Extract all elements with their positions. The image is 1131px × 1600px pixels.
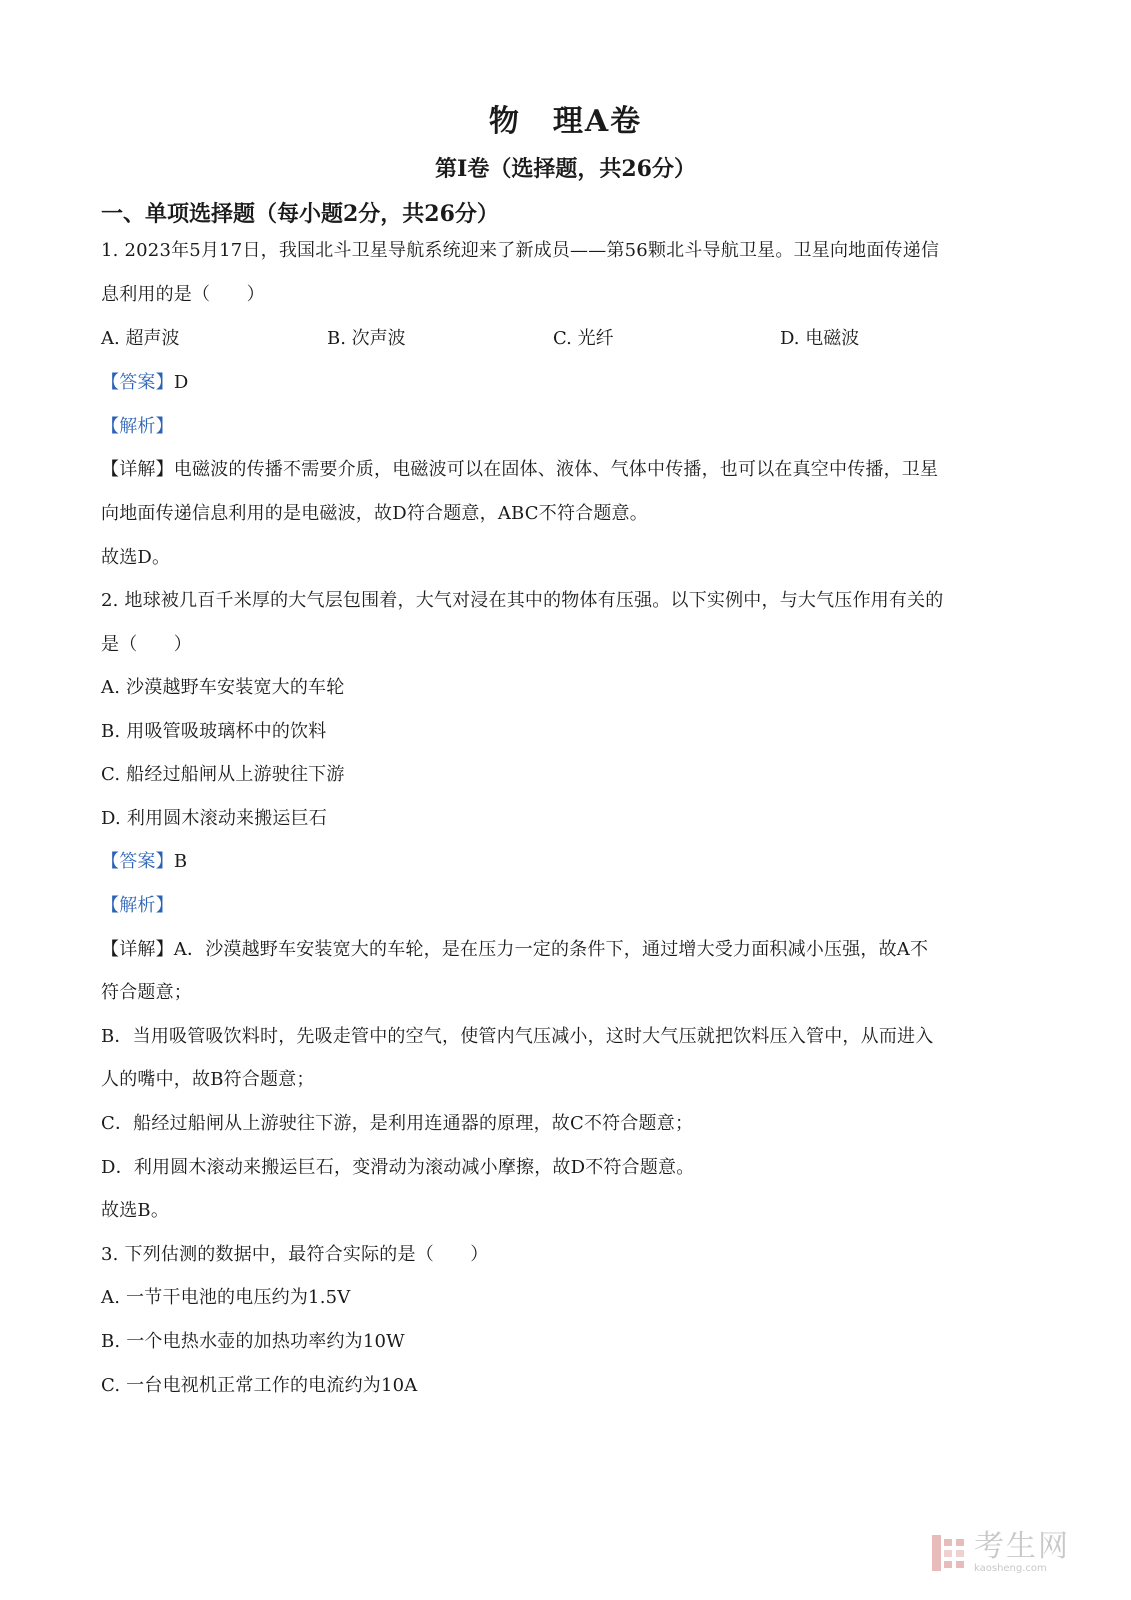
q1-option-d: D. 电磁波 bbox=[780, 328, 860, 349]
section-heading: 一、单项选择题（每小题2分，共26分） bbox=[101, 201, 499, 227]
q1-analysis-tag: 【解析】 bbox=[101, 416, 174, 437]
q2-stem-line2: 是（ ） bbox=[101, 634, 192, 655]
q2-conclusion: 故选B。 bbox=[101, 1200, 170, 1221]
kaosheng-logo-icon bbox=[928, 1533, 968, 1573]
watermark-text: 考生网 bbox=[974, 1529, 1070, 1564]
q2-analysis-tag: 【解析】 bbox=[101, 895, 174, 916]
q2-option-d: D. 利用圆木滚动来搬运巨石 bbox=[101, 808, 328, 829]
q2-option-a: A. 沙漠越野车安装宽大的车轮 bbox=[101, 677, 345, 698]
q1-detail-line1: 【详解】电磁波的传播不需要介质，电磁波可以在固体、液体、气体中传播，也可以在真空中传播，卫星 bbox=[101, 459, 939, 480]
q1-stem-line1: 1. 2023年5月17日，我国北斗卫星导航系统迎来了新成员——第56颗北斗导航卫星。卫星向地面传递信 bbox=[101, 240, 940, 261]
q1-detail-line2: 向地面传递信息利用的是电磁波，故D符合题意，ABC不符合题意。 bbox=[101, 503, 648, 524]
q2-detail-line: 人的嘴中，故B符合题意； bbox=[101, 1069, 315, 1090]
q1-option-c: C. 光纤 bbox=[553, 328, 614, 349]
q1-answer bbox=[101, 370, 188, 396]
q3-option-a: A. 一节干电池的电压约为1.5V bbox=[101, 1287, 351, 1308]
q2-detail-line: B．当用吸管吸饮料时，先吸走管中的空气，使管内气压减小，这时大气压就把饮料压入管中，从而进入 bbox=[101, 1026, 934, 1047]
q1-conclusion: 故选D。 bbox=[101, 547, 171, 568]
q3-stem: 3. 下列估测的数据中，最符合实际的是（ ） bbox=[101, 1244, 489, 1265]
q3-option-b: B. 一个电热水壶的加热功率约为10W bbox=[101, 1331, 405, 1352]
q2-stem-line1: 2. 地球被几百千米厚的大气层包围着，大气对浸在其中的物体有压强。以下实例中，与大气压作用有关的 bbox=[101, 590, 944, 611]
q1-option-a: A. 超声波 bbox=[101, 328, 180, 349]
q1-answer-value: D bbox=[173, 372, 189, 393]
q1-option-b: B. 次声波 bbox=[327, 328, 406, 349]
q3-option-c: C. 一台电视机正常工作的电流约为10A bbox=[101, 1375, 418, 1396]
page-title: 物 理A卷 bbox=[488, 104, 643, 139]
answer-tag: 【答案】 bbox=[101, 851, 174, 872]
answer-tag: 【答案】 bbox=[101, 372, 174, 393]
page-subtitle: 第Ⅰ卷（选择题，共26分） bbox=[435, 156, 696, 182]
q2-option-c: C. 船经过船闸从上游驶往下游 bbox=[101, 764, 345, 785]
q2-detail-line: D．利用圆木滚动来搬运巨石，变滑动为滚动减小摩擦，故D不符合题意。 bbox=[101, 1157, 695, 1178]
q2-answer-value: B bbox=[173, 851, 188, 872]
watermark-url: kaosheng.com bbox=[974, 1563, 1047, 1574]
q1-stem-line2: 息利用的是（ ） bbox=[101, 284, 265, 305]
watermark bbox=[928, 1530, 1098, 1576]
q2-detail-line: 【详解】A．沙漠越野车安装宽大的车轮，是在压力一定的条件下，通过增大受力面积减小压强，故A不 bbox=[101, 939, 929, 960]
q2-option-b: B. 用吸管吸玻璃杯中的饮料 bbox=[101, 721, 327, 742]
q2-detail-line: C．船经过船闸从上游驶往下游，是利用连通器的原理，故C不符合题意； bbox=[101, 1113, 694, 1134]
q2-answer bbox=[101, 849, 187, 875]
q2-detail-line: 符合题意； bbox=[101, 982, 192, 1003]
